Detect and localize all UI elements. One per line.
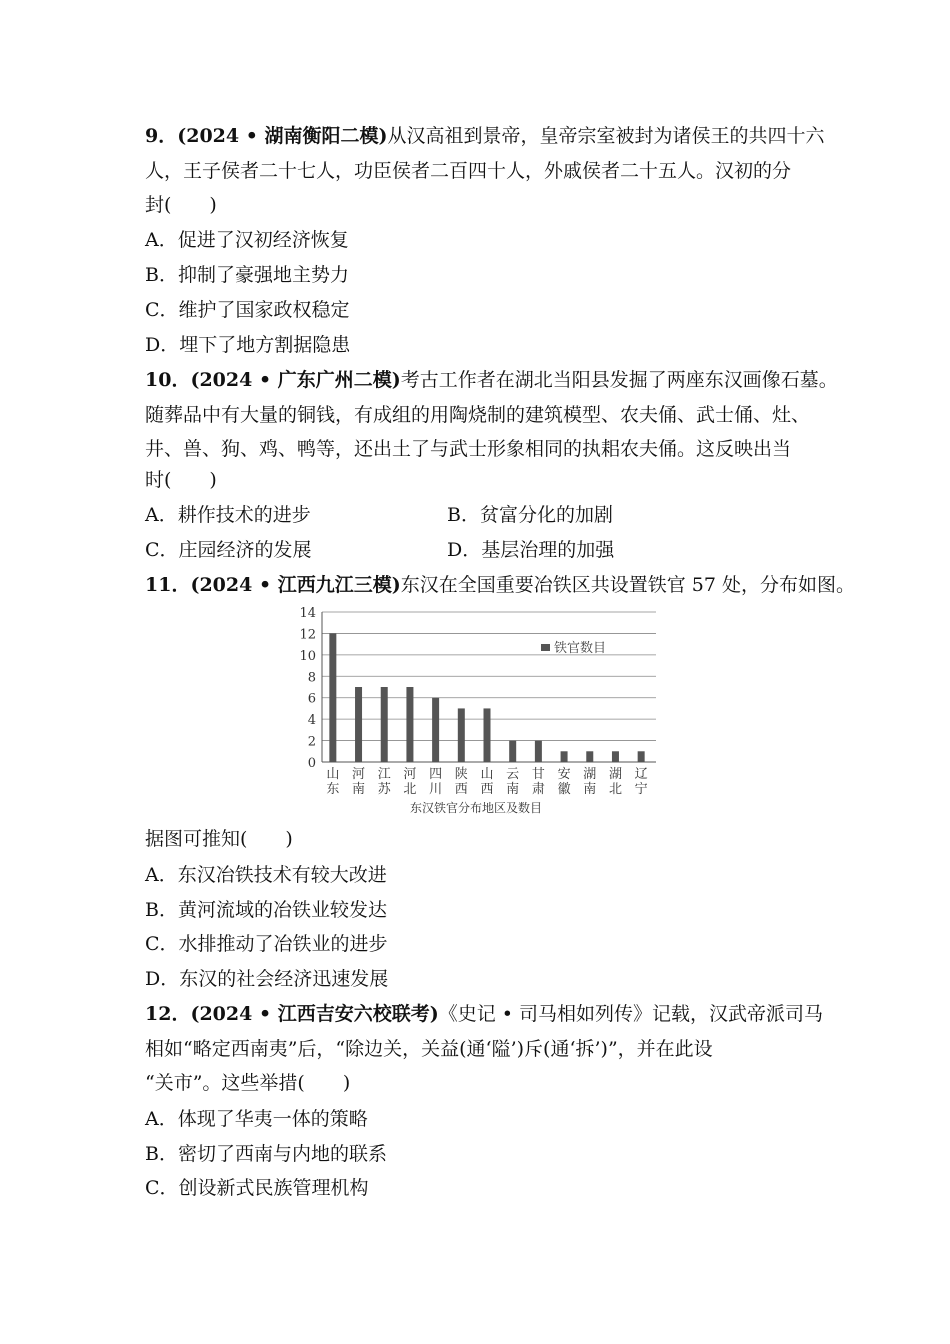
q10-stem-line4: 时( ): [145, 469, 217, 491]
x-tick-label: 辽: [634, 767, 648, 782]
x-tick-label: 山: [326, 767, 340, 782]
bar: [509, 741, 516, 762]
x-tick-label: 西: [454, 782, 468, 797]
q10-option-c: C．庄园经济的发展: [145, 539, 312, 561]
q12-number: 12．: [145, 1003, 191, 1025]
q10-stem-line3: 井、兽、狗、鸡、鸭等，还出土了与武士形象相同的执耜农夫俑。这反映出当: [145, 438, 792, 460]
x-tick-label: 南: [583, 782, 597, 797]
q9-option-d: D．埋下了地方割据隐患: [145, 334, 351, 356]
legend-label: 铁官数目: [554, 641, 607, 656]
x-tick-label: 山: [480, 767, 494, 782]
bar: [484, 708, 491, 762]
q11-stem-line2: 据图可推知( ): [145, 828, 293, 850]
q12-stem-line2: 相如“略定西南夷”后，“除边关，关益(通‘隘’)斥(通‘拆’)”，并在此设: [145, 1038, 713, 1060]
q9-number: 9．: [145, 125, 178, 147]
q12-option-b: B．密切了西南与内地的联系: [145, 1143, 387, 1165]
bar: [355, 687, 362, 762]
q9-stem-line1: [145, 124, 824, 148]
q11-option-b: B．黄河流域的冶铁业较发达: [145, 899, 387, 921]
bar: [458, 708, 465, 762]
chart-title: 东汉铁官分布地区及数目: [409, 801, 543, 815]
legend-swatch: [541, 644, 550, 651]
q12-option-c: C．创设新式民族管理机构: [145, 1177, 369, 1199]
q12-text-1: 《史记 • 司马相如列传》记载，汉武帝派司马: [438, 1003, 823, 1025]
x-tick-label: 陕: [454, 767, 468, 782]
q9-option-b: B．抑制了豪强地主势力: [145, 264, 349, 286]
bar: [561, 751, 568, 762]
y-tick-label: 8: [307, 670, 316, 686]
bar: [638, 751, 645, 762]
x-tick-label: 安: [557, 767, 571, 782]
q10-source: (2024 • 广东广州二模): [190, 369, 401, 391]
q9-option-c: C．维护了国家政权稳定: [145, 299, 350, 321]
chart-legend: [541, 640, 606, 656]
y-tick-label: 4: [307, 713, 316, 729]
x-tick-label: 江: [377, 767, 391, 782]
x-tick-label: 北: [403, 782, 417, 797]
bar: [586, 751, 593, 762]
q10-option-a: A．耕作技术的进步: [145, 504, 311, 526]
chart-y-ticks: [299, 606, 316, 771]
q9-stem-line3: 封( ): [145, 194, 217, 216]
bar: [381, 687, 388, 762]
y-tick-label: 10: [299, 648, 316, 664]
q10-stem-line1: [145, 368, 838, 392]
bar: [432, 698, 439, 762]
y-tick-label: 2: [307, 734, 316, 750]
q12-stem-line1: [145, 1002, 823, 1026]
x-tick-label: 河: [403, 767, 417, 782]
q10-option-b: B．贫富分化的加剧: [447, 504, 613, 526]
y-tick-label: 0: [307, 756, 316, 771]
x-tick-label: 苏: [377, 782, 391, 797]
x-tick-label: 河: [352, 767, 366, 782]
q11-option-d: D．东汉的社会经济迅速发展: [145, 968, 389, 990]
q9-text-1: 从汉高祖到景帝，皇帝宗室被封为诸侯王的共四十六: [387, 125, 825, 147]
x-tick-label: 川: [429, 782, 443, 797]
x-tick-label: 湖: [583, 767, 597, 782]
q12-source: (2024 • 江西吉安六校联考): [190, 1003, 439, 1025]
bar: [535, 741, 542, 762]
bar: [329, 633, 336, 762]
x-tick-label: 北: [608, 782, 622, 797]
x-tick-label: 南: [506, 782, 520, 797]
x-tick-label: 甘: [531, 767, 545, 782]
q9-stem-line2: 人，王子侯者二十七人，功臣侯者二百四十人，外戚侯者二十五人。汉初的分: [145, 160, 792, 182]
q10-number: 10．: [145, 369, 191, 391]
x-tick-label: 徽: [557, 782, 571, 797]
q11-option-a: A．东汉冶铁技术有较大改进: [145, 864, 387, 886]
x-tick-label: 四: [429, 767, 443, 782]
q10-text-1: 考古工作者在湖北当阳县发掘了两座东汉画像石墓。: [400, 369, 838, 391]
x-tick-label: 云: [506, 767, 520, 782]
q11-text-1: 东汉在全国重要冶铁区共设置铁官 57 处，分布如图。: [400, 574, 855, 596]
q10-stem-line2: 随葬品中有大量的铜钱，有成组的用陶烧制的建筑模型、农夫俑、武士俑、灶、: [145, 404, 811, 426]
q12-option-a: A．体现了华夷一体的策略: [145, 1108, 368, 1130]
q10-option-d: D．基层治理的加强: [447, 539, 615, 561]
q9-option-a: A．促进了汉初经济恢复: [145, 229, 349, 251]
bar: [612, 751, 619, 762]
q11-source: (2024 • 江西九江三模): [190, 574, 401, 596]
q11-stem-line1: [145, 573, 855, 597]
q12-stem-line3: “关市”。这些举措( ): [145, 1072, 351, 1094]
x-tick-label: 肃: [531, 782, 545, 797]
y-tick-label: 12: [299, 627, 316, 643]
y-tick-label: 6: [307, 691, 316, 707]
q9-source: (2024 • 湖南衡阳二模): [177, 125, 388, 147]
x-tick-label: 西: [480, 782, 494, 797]
q11-number: 11．: [145, 574, 191, 596]
x-tick-label: 东: [326, 782, 340, 797]
q11-option-c: C．水排推动了冶铁业的进步: [145, 933, 388, 955]
chart-x-ticks: [326, 766, 647, 797]
x-tick-label: 南: [352, 782, 366, 797]
bar: [406, 687, 413, 762]
iron-office-bar-chart: [292, 602, 662, 820]
x-tick-label: 宁: [634, 782, 648, 797]
x-tick-label: 湖: [608, 767, 622, 782]
y-tick-label: 14: [299, 606, 316, 621]
